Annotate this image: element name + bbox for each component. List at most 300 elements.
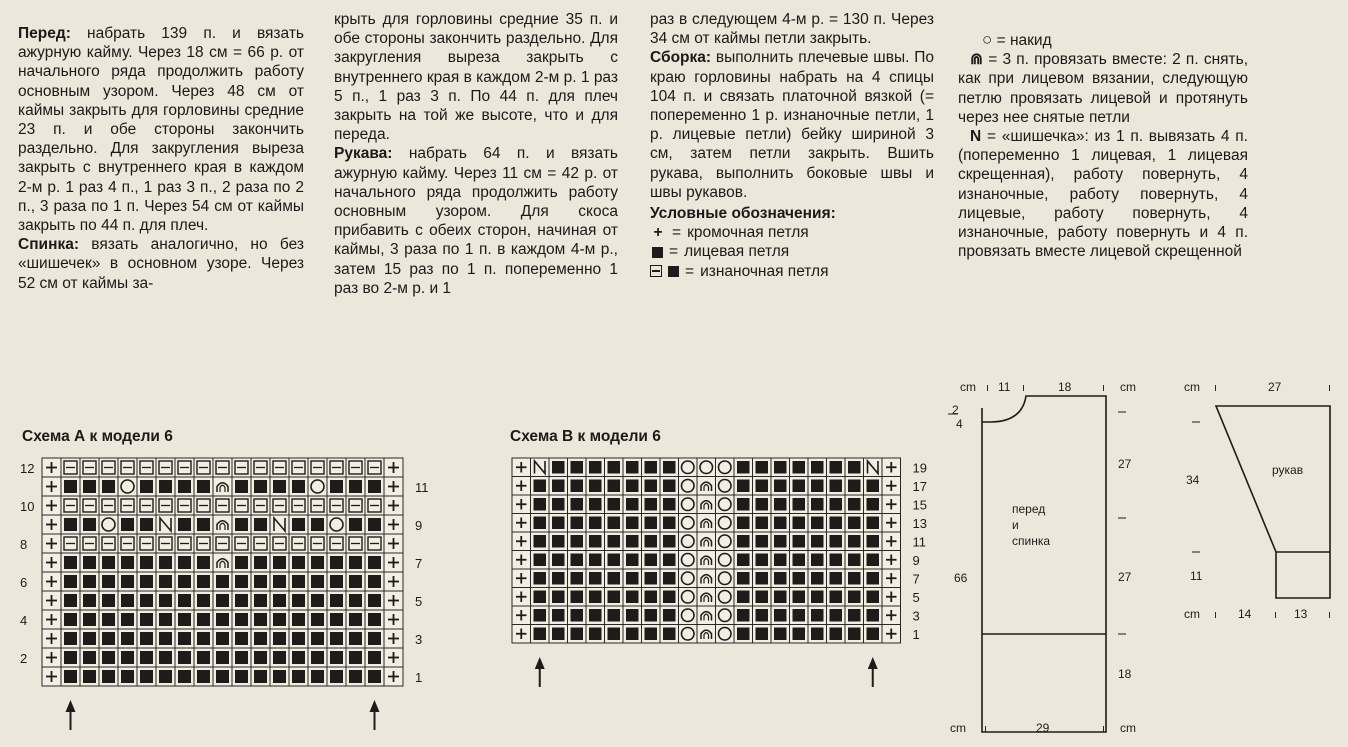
stitch-cell: [679, 569, 698, 588]
stitch-cell: [605, 495, 624, 514]
stitch-cell: [346, 667, 365, 686]
stitch-cell: [679, 514, 698, 533]
stitch-cell: [61, 496, 80, 515]
stitch-cell: [42, 610, 61, 629]
stitch-cell: [80, 553, 99, 572]
stitch-cell: [716, 532, 735, 551]
unit-label: cm: [1184, 607, 1200, 621]
stitch-cell: [549, 569, 568, 588]
stitch-cell: [882, 458, 901, 477]
stitch-cell: [61, 534, 80, 553]
stitch-cell: [864, 477, 883, 496]
stitch-cell: [864, 588, 883, 607]
stitch-cell: [623, 495, 642, 514]
stitch-cell: [137, 572, 156, 591]
stitch-cell: [845, 532, 864, 551]
stitch-cell: [99, 667, 118, 686]
stitch-cell: [512, 551, 531, 570]
stitch-cell: [623, 514, 642, 533]
row-number-right: 19: [912, 460, 927, 476]
stitch-cell: [827, 569, 846, 588]
stitch-cell: [327, 629, 346, 648]
stitch-cell: [137, 496, 156, 515]
stitch-cell: [346, 553, 365, 572]
sleeves-text: набрать 64 п. и вязать ажурную кайму. Через 11 см = 42 р. от начального ряда продолжить работу основным узором. Для скоса прибавить с обеих сторон, начиная от каймы, 3 раза по 1 п. в каждом 4-м р., затем 15 раз по 1 п. попеременно 1 раз во 2-м р. и 1: [334, 145, 618, 297]
total-height-label: 66: [954, 571, 968, 585]
scheme-a-chart: [0, 450, 460, 740]
stitch-cell: [156, 553, 175, 572]
stitch-cell: [42, 553, 61, 572]
stitch-cell: [175, 553, 194, 572]
body-label-front: перед: [1012, 502, 1046, 516]
stitch-cell: [80, 572, 99, 591]
stitch-cell: [346, 629, 365, 648]
stitch-cell: [384, 477, 403, 496]
stitch-cell: [175, 648, 194, 667]
stitch-cell: [42, 629, 61, 648]
stitch-cell: [384, 648, 403, 667]
stitch-cell: [365, 496, 384, 515]
stitch-cell: [716, 551, 735, 570]
stitch-cell: [327, 534, 346, 553]
stitch-cell: [251, 572, 270, 591]
stitch-cell: [734, 532, 753, 551]
stitch-cell: [753, 458, 772, 477]
unit-label: cm: [1120, 721, 1136, 735]
stitch-cell: [156, 515, 175, 534]
stitch-cell: [365, 629, 384, 648]
stitch-cell: [771, 514, 790, 533]
stitch-cell: [251, 667, 270, 686]
stitch-cell: [308, 496, 327, 515]
stitch-cell: [642, 551, 661, 570]
text-column-2: [334, 10, 618, 298]
row-number-right: 17: [912, 479, 927, 494]
stitch-cell: [531, 551, 550, 570]
stitch-cell: [213, 648, 232, 667]
scheme-b-title: Схема В к модели 6: [510, 428, 661, 445]
stitch-cell: [308, 648, 327, 667]
stitch-cell: [882, 551, 901, 570]
stitch-cell: [175, 591, 194, 610]
repeat-arrow-icon: [370, 700, 380, 730]
stitch-cell: [716, 606, 735, 625]
stitch-cell: [270, 496, 289, 515]
stitch-cell: [251, 610, 270, 629]
stitch-cell: [289, 534, 308, 553]
stitch-cell: [289, 496, 308, 515]
stitch-cell: [734, 606, 753, 625]
row-number-right: 5: [415, 594, 423, 609]
stitch-cell: [586, 532, 605, 551]
stitch-cell: [99, 648, 118, 667]
stitch-cell: [512, 458, 531, 477]
stitch-cell: [194, 648, 213, 667]
stitch-cell: [623, 625, 642, 644]
stitch-cell: [882, 514, 901, 533]
svg-text:ı: ı: [1102, 723, 1106, 735]
legend-bobble: N = «шишечка»: из 1 п. вывязать 4 п. (попеременно 1 лицевая, 1 лицевая скрещенная), работу повернуть, 4 изнаночные, работу повернуть, 4 лицевые, работу повернуть, 4 изнаночные, работу повернуть и 4 п. провязать вместе лицевой скрещенной: [958, 128, 1248, 261]
stitch-cell: [679, 606, 698, 625]
row-number-right: 15: [912, 497, 927, 513]
stitch-cell: [232, 496, 251, 515]
stitch-cell: [512, 495, 531, 514]
stitch-cell: [80, 496, 99, 515]
stitch-cell: [251, 648, 270, 667]
svg-text:ı: ı: [1328, 609, 1332, 621]
stitch-cell: [808, 458, 827, 477]
stitch-cell: [156, 610, 175, 629]
stitch-cell: [531, 495, 550, 514]
stitch-cell: [771, 495, 790, 514]
stitch-cell: [716, 458, 735, 477]
height-middle-label: 27: [1118, 570, 1132, 584]
stitch-cell: [365, 515, 384, 534]
stitch-cell: [80, 534, 99, 553]
circle-icon: ○: [982, 30, 993, 49]
stitch-cell: [308, 534, 327, 553]
width-neck-label: 11: [998, 380, 1011, 394]
stitch-cell: [213, 458, 232, 477]
stitch-cell: [790, 588, 809, 607]
stitch-cell: [175, 458, 194, 477]
stitch-cell: [42, 572, 61, 591]
stitch-cell: [137, 591, 156, 610]
stitch-cell: [137, 610, 156, 629]
body-label-back: спинка: [1012, 534, 1051, 548]
stitch-cell: [605, 588, 624, 607]
stitch-cell: [827, 625, 846, 644]
stitch-cell: [327, 458, 346, 477]
stitch-cell: [118, 610, 137, 629]
stitch-cell: [531, 588, 550, 607]
stitch-cell: [194, 477, 213, 496]
stitch-cell: [99, 496, 118, 515]
stitch-cell: [586, 477, 605, 496]
stitch-cell: [753, 625, 772, 644]
stitch-cell: [365, 572, 384, 591]
stitch-cell: [270, 648, 289, 667]
legend-yarn-over: ○ = накид: [982, 30, 1052, 49]
stitch-cell: [808, 532, 827, 551]
stitch-cell: [882, 606, 901, 625]
stitch-cell: [845, 514, 864, 533]
plus-icon: +: [653, 224, 663, 242]
stitch-cell: [327, 648, 346, 667]
stitch-cell: [864, 551, 883, 570]
stitch-cell: [605, 551, 624, 570]
stitch-cell: [827, 458, 846, 477]
stitch-cell: [660, 588, 679, 607]
stitch-cell: [697, 458, 716, 477]
stitch-cell: [771, 532, 790, 551]
stitch-cell: [251, 458, 270, 477]
row-number-left: 10: [20, 499, 35, 514]
stitch-cell: [289, 553, 308, 572]
row-number-right: 1: [415, 670, 423, 685]
stitch-cell: [808, 514, 827, 533]
stitch-cell: [289, 477, 308, 496]
stitch-cell: [80, 515, 99, 534]
stitch-cell: [882, 569, 901, 588]
stitch-cell: [42, 591, 61, 610]
stitch-cell: [251, 515, 270, 534]
stitch-cell: [327, 515, 346, 534]
stitch-cell: [232, 648, 251, 667]
stitch-cell: [232, 458, 251, 477]
stitch-cell: [679, 477, 698, 496]
stitch-cell: [679, 625, 698, 644]
row-number-right: 9: [912, 553, 920, 568]
stitch-cell: [605, 625, 624, 644]
stitch-cell: [194, 629, 213, 648]
legend-edge-stitch: + = кромочная петля: [650, 223, 934, 242]
stitch-cell: [346, 534, 365, 553]
stitch-cell: [845, 569, 864, 588]
stitch-cell: [845, 625, 864, 644]
stitch-cell: [289, 648, 308, 667]
stitch-cell: [194, 591, 213, 610]
stitch-cell: [99, 629, 118, 648]
stitch-cell: [99, 610, 118, 629]
unit-label: cm: [960, 380, 976, 394]
stitch-cell: [232, 534, 251, 553]
stitch-cell: [568, 532, 587, 551]
stitch-cell: [308, 629, 327, 648]
stitch-cell: [270, 534, 289, 553]
stitch-cell: [512, 514, 531, 533]
stitch-cell: [384, 572, 403, 591]
stitch-cell: [845, 458, 864, 477]
stitch-cell: [232, 629, 251, 648]
stitch-cell: [864, 495, 883, 514]
stitch-cell: [864, 458, 883, 477]
stitch-cell: [845, 588, 864, 607]
stitch-cell: [194, 458, 213, 477]
stitch-cell: [327, 610, 346, 629]
stitch-cell: [175, 667, 194, 686]
stitch-cell: [882, 477, 901, 496]
stitch-cell: [531, 477, 550, 496]
stitch-cell: [549, 477, 568, 496]
stitch-cell: [384, 667, 403, 686]
body-outline: [982, 396, 1106, 732]
stitch-cell: [213, 477, 232, 496]
stitch-cell: [232, 477, 251, 496]
stitch-cell: [308, 477, 327, 496]
stitch-cell: [716, 569, 735, 588]
sleeve-bottom-right-label: 13: [1294, 607, 1308, 621]
stitch-cell: [790, 625, 809, 644]
stitch-cell: [270, 667, 289, 686]
stitch-cell: [213, 496, 232, 515]
stitch-cell: [790, 551, 809, 570]
stitch-cell: [194, 667, 213, 686]
front-text: набрать 139 п. и вязать ажурную кайму. Через 18 см = 66 р. от начального ряда продолжить работу основным узором. Через 48 см от каймы закрыть для горловины средние 23 п. и обе стороны закончить раздельно. Для закругления выреза закрыть с внутреннего края в каждом 2-м р. 1 раз 4 п., 1 раз 3 п., 2 раза по 2 п., 3 раза по 1 п. Через 54 см от каймы закрыть по 44 п. для плеч.: [18, 25, 304, 235]
stitch-cell: [827, 477, 846, 496]
stitch-cell: [679, 588, 698, 607]
repeat-arrow-icon: [535, 657, 545, 687]
stitch-cell: [137, 534, 156, 553]
stitch-cell: [697, 514, 716, 533]
stitch-cell: [568, 458, 587, 477]
stitch-cell: [61, 515, 80, 534]
stitch-cell: [864, 569, 883, 588]
stitch-cell: [99, 553, 118, 572]
front-heading: Перед:: [18, 25, 71, 42]
stitch-cell: [270, 610, 289, 629]
stitch-cell: [512, 569, 531, 588]
stitch-cell: [80, 610, 99, 629]
stitch-cell: [623, 569, 642, 588]
stitch-cell: [790, 606, 809, 625]
stitch-cell: [175, 477, 194, 496]
stitch-cell: [365, 610, 384, 629]
stitch-cell: [734, 588, 753, 607]
row-number-right: 1: [912, 627, 920, 642]
stitch-cell: [697, 495, 716, 514]
stitch-cell: [80, 458, 99, 477]
stitch-cell: [194, 610, 213, 629]
stitch-cell: [586, 458, 605, 477]
stitch-cell: [845, 477, 864, 496]
stitch-cell: [156, 667, 175, 686]
stitch-cell: [568, 551, 587, 570]
stitch-cell: [642, 625, 661, 644]
stitch-cell: [156, 534, 175, 553]
stitch-cell: [384, 610, 403, 629]
stitch-cell: [697, 588, 716, 607]
stitch-cell: [80, 648, 99, 667]
stitch-cell: [882, 588, 901, 607]
scheme-b-chart: [500, 450, 927, 700]
stitch-cell: [623, 477, 642, 496]
stitch-cell: [716, 477, 735, 496]
stitch-cell: [384, 458, 403, 477]
neck-depth-label: 2: [952, 403, 959, 417]
stitch-cell: [753, 477, 772, 496]
stitch-cell: [679, 495, 698, 514]
stitch-cell: [289, 458, 308, 477]
unit-label: cm: [950, 721, 966, 735]
stitch-cell: [346, 458, 365, 477]
stitch-cell: [512, 606, 531, 625]
stitch-cell: [697, 551, 716, 570]
height-lower-label: 18: [1118, 667, 1132, 681]
stitch-cell: [827, 551, 846, 570]
stitch-cell: [808, 625, 827, 644]
stitch-cell: [42, 534, 61, 553]
stitch-cell: [790, 495, 809, 514]
stitch-cell: [827, 588, 846, 607]
stitch-cell: [845, 606, 864, 625]
back-instructions: [18, 235, 304, 293]
stitch-cell: [327, 591, 346, 610]
stitch-cell: [118, 553, 137, 572]
row-number-left: 2: [20, 651, 28, 666]
stitch-cell: [808, 477, 827, 496]
stitch-cell: [568, 588, 587, 607]
stitch-cell: [346, 610, 365, 629]
box-minus-icon: [650, 265, 662, 277]
stitch-cell: [194, 534, 213, 553]
stitch-cell: [118, 629, 137, 648]
stitch-cell: [549, 588, 568, 607]
stitch-cell: [42, 667, 61, 686]
stitch-cell: [80, 477, 99, 496]
sleeve-height-label: 34: [1186, 473, 1200, 487]
stitch-cell: [137, 667, 156, 686]
row-number-right: 11: [912, 534, 926, 550]
unit-label: cm: [1184, 380, 1200, 394]
row-number-right: 3: [912, 608, 920, 624]
assembly-instructions: [650, 48, 934, 202]
stitch-cell: [251, 534, 270, 553]
stitch-cell: [864, 625, 883, 644]
stitch-cell: [660, 514, 679, 533]
stitch-cell: [753, 588, 772, 607]
stitch-cell: [660, 625, 679, 644]
stitch-cell: [213, 610, 232, 629]
svg-text:ı: ı: [986, 382, 990, 394]
stitch-cell: [586, 569, 605, 588]
cuff-height-label: 11: [1190, 569, 1203, 583]
stitch-cell: [327, 477, 346, 496]
stitch-cell: [697, 625, 716, 644]
stitch-cell: [568, 514, 587, 533]
stitch-cell: [80, 591, 99, 610]
stitch-cell: [642, 495, 661, 514]
stitch-cell: [61, 572, 80, 591]
stitch-cell: [99, 458, 118, 477]
stitch-cell: [289, 572, 308, 591]
stitch-cell: [156, 477, 175, 496]
stitch-cell: [753, 514, 772, 533]
stitch-cell: [586, 514, 605, 533]
stitch-cell: [137, 648, 156, 667]
stitch-cell: [697, 532, 716, 551]
stitch-cell: [251, 591, 270, 610]
stitch-cell: [771, 588, 790, 607]
stitch-cell: [327, 496, 346, 515]
unit-label: cm: [1120, 380, 1136, 394]
sleeves-heading: Рукава:: [334, 145, 393, 163]
stitch-cell: [308, 610, 327, 629]
stitch-cell: [531, 458, 550, 477]
stitch-cell: [531, 569, 550, 588]
stitch-cell: [61, 458, 80, 477]
stitch-cell: [61, 477, 80, 496]
stitch-cell: [642, 569, 661, 588]
stitch-cell: [175, 515, 194, 534]
svg-text:ı: ı: [1274, 609, 1278, 621]
stitch-cell: [660, 569, 679, 588]
stitch-cell: [232, 591, 251, 610]
stitch-cell: [175, 610, 194, 629]
stitch-cell: [156, 496, 175, 515]
stitch-cell: [568, 569, 587, 588]
stitch-cell: [156, 648, 175, 667]
stitch-cell: [734, 551, 753, 570]
stitch-cell: [213, 591, 232, 610]
stitch-cell: [734, 569, 753, 588]
stitch-cell: [549, 551, 568, 570]
stitch-cell: [99, 534, 118, 553]
stitch-cell: [790, 477, 809, 496]
stitch-cell: [251, 477, 270, 496]
stitch-cell: [213, 515, 232, 534]
stitch-cell: [660, 477, 679, 496]
